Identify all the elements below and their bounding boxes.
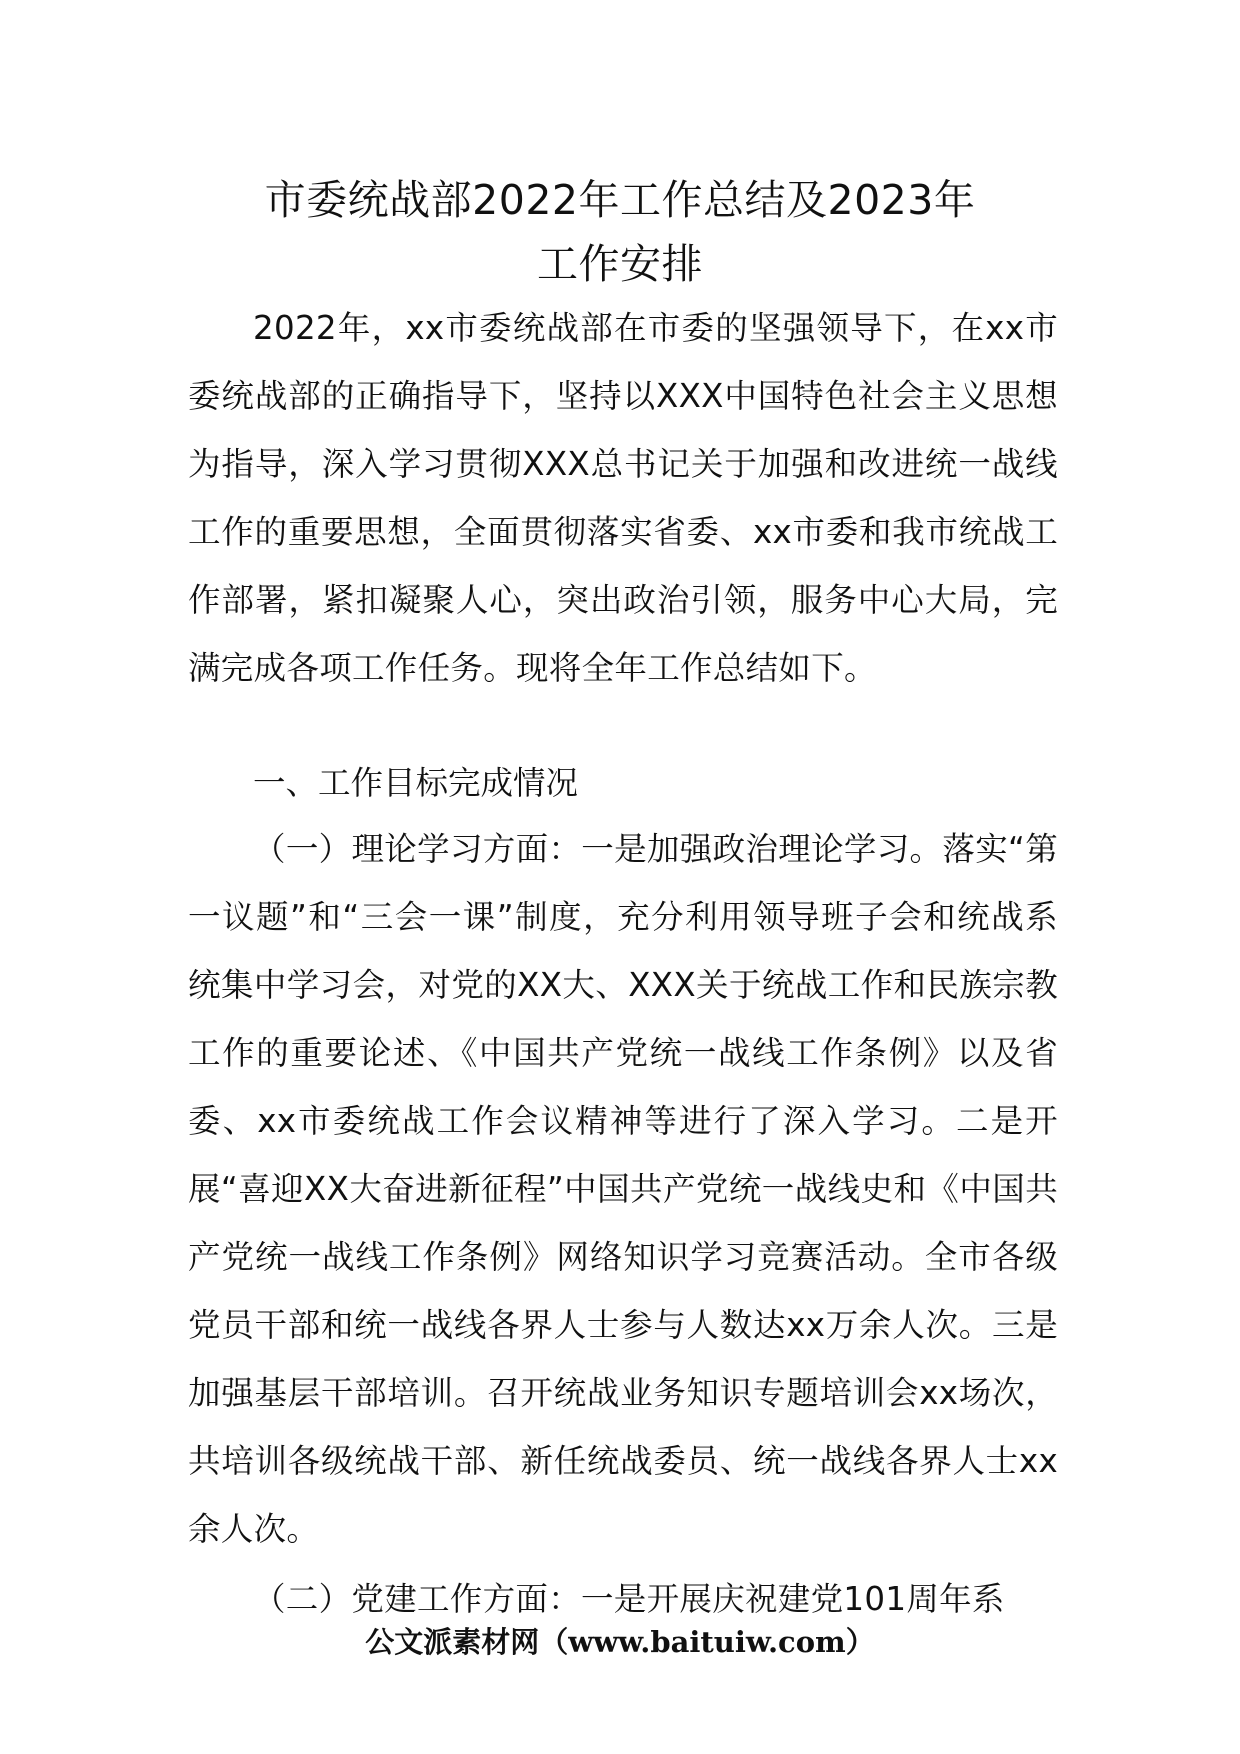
section-heading-work-goals: 一、工作目标完成情况 <box>253 764 579 802</box>
theory-study-paragraph: （一）理论学习方面：一是加强政治理论学习。落实“第一议题”和“三会一课”制度，充分利用领导班子会和统战系统集中学习会，对党的XX大、XXX关于统战工作和民族宗教工作的重要论述、《中国共产党统一战线工作条例》以及省委、xx市委统战工作会议精神等进行了深入学习。二是开展“喜迎XX大奋进新征程”中国共产党统一战线史和《中国共产党统一战线工作条例》网络知识学习竞赛活动。全市各级党员干部和统一战线各界人士参与人数达xx万余人次。三是加强基层干部培训。召开统战业务知识专题培训会xx场次，共培训各级统战干部、新任统战委员、统一战线各界人士xx余人次。 <box>188 830 1058 1548</box>
document-title-line-1: 市委统战部2022年工作总结及2023年 <box>264 176 976 224</box>
document-title-line-2: 工作安排 <box>537 240 703 288</box>
footer-watermark: 公文派素材网（www.baituiw.com） <box>365 1625 875 1659</box>
intro-paragraph: 2022年，xx市委统战部在市委的坚强领导下，在xx市委统战部的正确指导下，坚持以XXX中国特色社会主义思想为指导，深入学习贯彻XXX总书记关于加强和改进统一战线工作的重要思想，全面贯彻落实省委、xx市委和我市统战工作部署，紧扣凝聚人心，突出政治引领，服务中心大局，完满完成各项工作任务。现将全年工作总结如下。 <box>188 309 1058 687</box>
party-building-paragraph: （二）党建工作方面：一是开展庆祝建党101周年系 <box>253 1580 1005 1618</box>
